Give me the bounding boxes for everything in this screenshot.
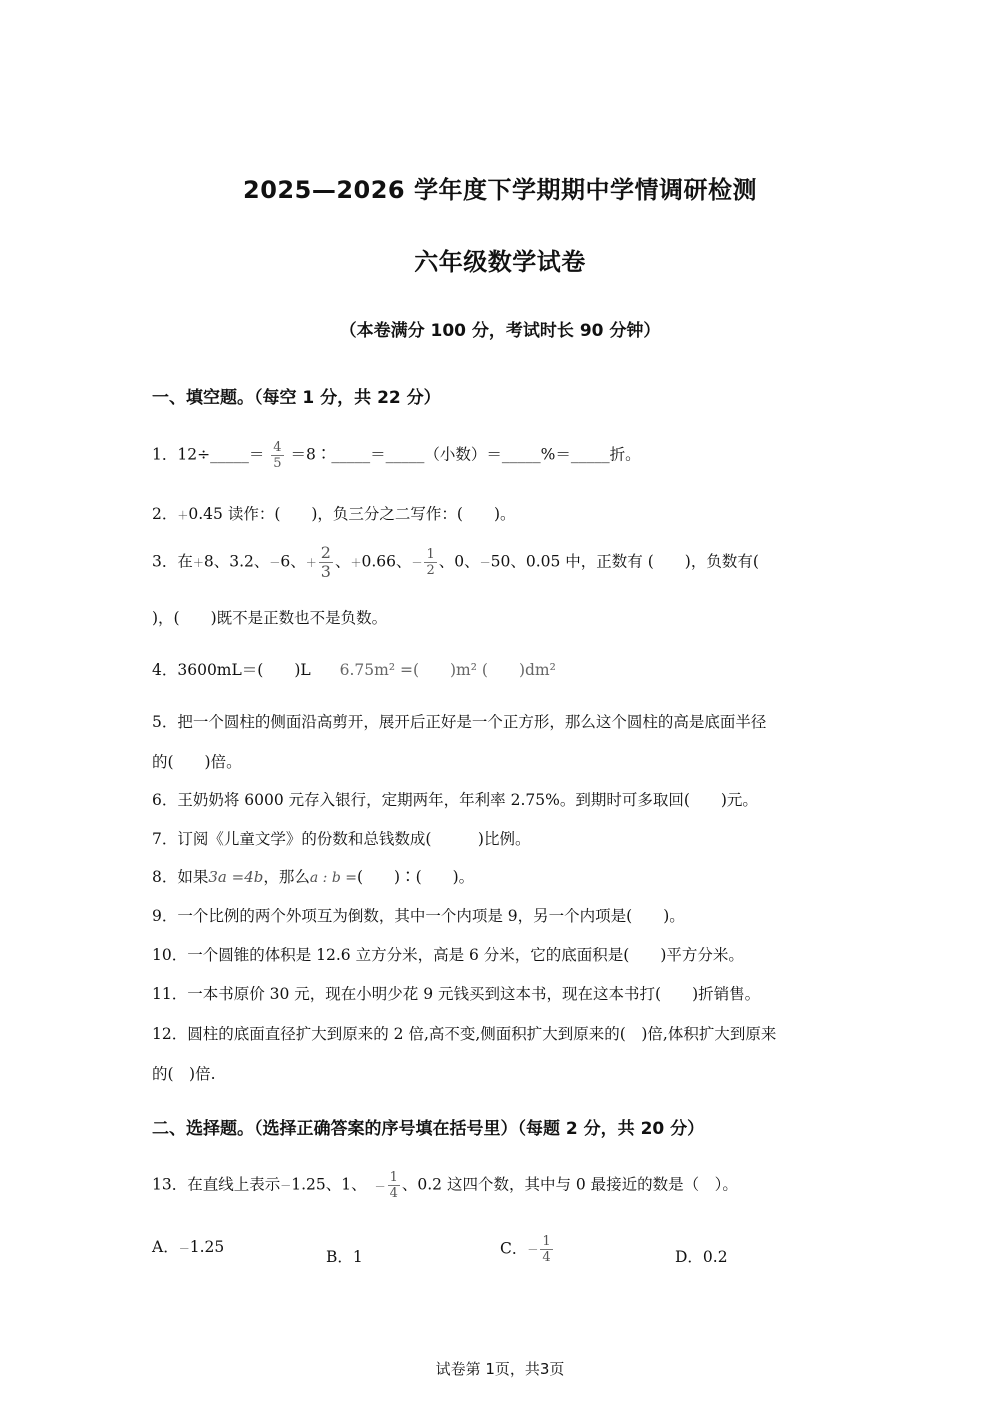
- minus-sign: －: [479, 556, 491, 570]
- question-4: [152, 660, 556, 680]
- q2-text: 0.45 读作：( )，负三分之二写作：( )。: [188, 505, 516, 523]
- plus-sign: ＋: [305, 556, 317, 570]
- q3-text: 、0、: [438, 552, 480, 571]
- choice-label: C．: [500, 1239, 528, 1258]
- question-5-line-2: 的( )倍。: [152, 753, 242, 771]
- q3-fraction-2-3: [319, 544, 333, 581]
- fraction-numerator: 1: [426, 547, 435, 562]
- fraction-denominator: 3: [320, 562, 331, 581]
- q1-fraction: [271, 440, 283, 471]
- section-2-heading: 二、选择题。（选择正确答案的序号填在括号里）（每题 2 分，共 20 分）: [152, 1119, 705, 1139]
- section-1-heading: 一、填空题。（每空 1 分，共 22 分）: [152, 388, 441, 408]
- question-1: [152, 440, 641, 471]
- q3-text: 、: [334, 552, 351, 571]
- question-5-line-1: 5．把一个圆柱的侧面沿高剪开，展开后正好是一个正方形，那么这个圆柱的高是底面半径: [152, 713, 767, 731]
- plus-sign: ＋: [192, 556, 204, 570]
- q1-part-a: 1．12÷_____＝: [152, 445, 265, 464]
- q3-text: 50、0.05 中，正数有 ( )，负数有(: [490, 552, 759, 571]
- fraction-numerator: 1: [542, 1234, 551, 1249]
- question-10: 10．一个圆锥的体积是 12.6 立方分米，高是 6 分米，它的底面积是( )平方分米。: [152, 946, 744, 964]
- question-12-line-1: 12．圆柱的底面直径扩大到原来的 2 倍,高不变,侧面积扩大到原来的( )倍,体积扩大到原来: [152, 1025, 777, 1043]
- minus-sign: －: [269, 556, 281, 570]
- q8-part-c: ( )∶( )。: [356, 868, 475, 886]
- q3-fraction-1-2: [424, 547, 436, 578]
- q4-part-a: 4．3600mL＝( )L: [152, 661, 311, 679]
- exam-note: （本卷满分 100 分，考试时长 90 分钟）: [339, 321, 661, 341]
- q3-text: 0.66、: [361, 552, 412, 571]
- choice-label: A．: [152, 1238, 179, 1256]
- minus-sign: －: [527, 1243, 539, 1257]
- question-8: [152, 867, 474, 888]
- fraction-numerator: 1: [389, 1170, 398, 1185]
- q13-text: 1.25、1、: [291, 1175, 367, 1194]
- q2-prefix: 2．: [152, 505, 178, 523]
- question-3: [152, 544, 759, 581]
- q13-text: 13．在直线上表示: [152, 1175, 281, 1194]
- exam-title: 2025—2026 学年度下学期期中学情调研检测: [243, 176, 757, 204]
- question-7: 7．订阅《儿童文学》的份数和总钱数成( )比例。: [152, 830, 531, 848]
- choice-b: B．1: [326, 1248, 363, 1266]
- fraction-denominator: 4: [542, 1250, 551, 1265]
- choice-c: [500, 1234, 555, 1265]
- question-6: 6．王奶奶将 6000 元存入银行，定期两年，年利率 2.75%。到期时可多取回( )元。: [152, 791, 758, 809]
- q3-text: 8、3.2、: [203, 552, 270, 571]
- q8-equation: 3a =4b: [208, 868, 264, 886]
- minus-sign: －: [280, 1179, 292, 1193]
- q13-text: 、0.2 这四个数，其中与 0 最接近的数是（ ）。: [401, 1175, 738, 1194]
- question-3-line-2: )，( )既不是正数也不是负数。: [152, 609, 388, 627]
- fraction-denominator: 4: [389, 1186, 398, 1201]
- minus-sign: －: [178, 1242, 190, 1255]
- fraction-numerator: 2: [320, 543, 331, 562]
- q8-ratio: a : b =: [309, 870, 357, 886]
- q8-part-a: 8．如果: [152, 868, 209, 886]
- exam-subtitle: 六年级数学试卷: [414, 248, 586, 276]
- q3-text: 3．在: [152, 552, 193, 571]
- q8-part-b: ，那么: [263, 868, 310, 886]
- fraction-numerator: 4: [273, 440, 282, 455]
- choice-c-fraction: [540, 1234, 552, 1265]
- question-13: [152, 1170, 738, 1201]
- fraction-denominator: 5: [273, 456, 282, 471]
- question-9: 9．一个比例的两个外项互为倒数，其中一个内项是 9，另一个内项是( )。: [152, 907, 685, 925]
- choice-d: D．0.2: [675, 1248, 728, 1266]
- question-2: [152, 504, 516, 526]
- q3-text: 6、: [280, 552, 306, 571]
- choice-value: 1.25: [189, 1238, 225, 1256]
- minus-sign: －: [374, 1179, 386, 1193]
- q13-fraction: [388, 1170, 400, 1201]
- page-footer: 试卷第 1页，共3页: [435, 1360, 565, 1378]
- fraction-denominator: 2: [426, 563, 435, 578]
- question-12-line-2: 的( )倍.: [152, 1065, 216, 1083]
- q4-part-b: 6.75m² =( )m² ( )dm²: [339, 661, 556, 679]
- plus-sign: ＋: [177, 509, 189, 522]
- minus-sign: －: [411, 556, 423, 570]
- choice-a: [152, 1237, 224, 1259]
- question-11: 11．一本书原价 30 元，现在小明少花 9 元钱买到这本书，现在这本书打( )折销售。: [152, 985, 761, 1003]
- q1-part-b: ＝8∶_____＝_____（小数）＝_____%＝_____折。: [290, 445, 641, 464]
- plus-sign: ＋: [350, 556, 362, 570]
